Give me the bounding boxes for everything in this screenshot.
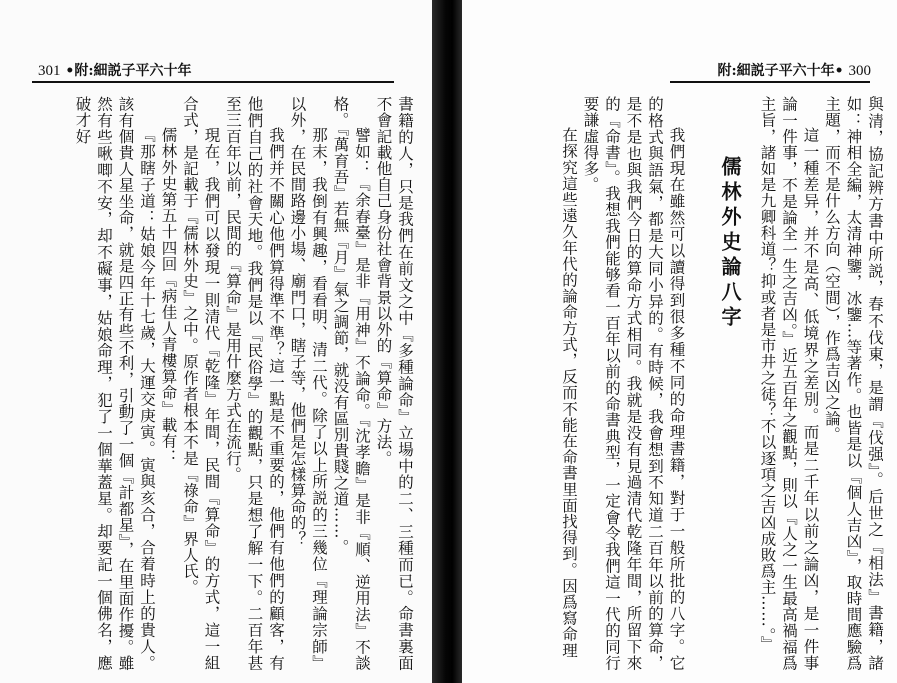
right-body-text (493, 96, 885, 671)
paragraph: 現在，我們可以發現一則清代『乾隆』年間，民間『算命』的方式，這一組合式，是記載于『儒林外史』之中。原作者根本不是『祿命』界人氏。 (181, 96, 221, 671)
left-running-title: •附:細説子平六十年 (65, 63, 192, 79)
right-header-rule (670, 81, 870, 83)
paragraph: 譬如：『余春臺』是非『用神』不論命。『沈孝瞻』是非『順、逆用法』不談格。『萬育吾』若無『月』氣之調節，就没有區別貴賤之道……。 (331, 96, 371, 671)
right-page (462, 0, 897, 683)
paragraph: 『那瞎子道：姑娘今年十七歲，大運交庚寅。寅與亥合，合着時上的貴人。該有個貴人星坐命，就是四正有些不利，引動了一個『計都星』，在里面作擾。雖然有些啾唧不安，却不礙事，姑娘命理，犯了一個華蓋星。却要記一個佛名，應破才好 (73, 96, 156, 671)
paragraph: 那末，我倒有興趣，看看明、清二代。除了以上所説的三幾位『理論宗師』以外，在民間路邊小場、廟門口，瞎子等，他們是怎樣算命的？ (288, 96, 328, 671)
book-gutter (432, 0, 466, 683)
left-page-number: 301 (38, 63, 61, 79)
right-running-title: 附:細説子平六十年• (717, 63, 844, 79)
paragraph: 我們現在雖然可以讀得到很多種不同的命理書籍，對于一般所批的八字。它的格式與語氣，都是大同小异的。有時候，我會想到不知道二百年以前的算命，是不是也與我們今日的算命方式相同。我就是没有見過清代乾隆年間，所留下來的『命書』。我想我們能够看一百年以前的命書典型，一定會令我們這一代的同行要謙虛得多。 (581, 96, 686, 671)
right-page-number: 300 (848, 63, 871, 79)
paragraph: 與清，協記辨方書中所説，春不伐東，是謂『伐强』。后世之『相法』書籍，諸如：神相全編，太清神鑒，冰鑒…等著作。也皆是以『個人吉凶』，取時間應驗爲主題，而不是什么方向（空間），作爲吉凶之論。 (823, 96, 884, 671)
right-page-header (718, 60, 872, 80)
left-body-text (13, 96, 415, 671)
left-page-header (38, 60, 192, 80)
paragraph: 在探究這些遠久年代的論命方式，反而不能在命書里面找得到。因爲寫命理 (560, 127, 578, 659)
left-page (0, 0, 437, 683)
paragraph: 書籍的人，只是我們在前文之中『多種論命』立場中的二、三種而已。命書裏面不會記載他自己身份社會背景以外的『算命』方法。 (374, 96, 414, 671)
left-header-rule (32, 81, 394, 83)
paragraph: 我們并不關心他們算得準不準？這一點是不重要的，他們有他們的顧客，有他們自己的社會天地。我們是以『民俗學』的觀點，只是想了解一下。二百年甚至三百年以前，民間的『算命』是用什麼方式在流行。 (224, 96, 285, 671)
paragraph: 這一種差异，并不是高、低境界之差別。而是二千年以前之論凶，是一件事論一件事，不是論全一生之吉凶。』近五百年之觀點，則以『人之一生最高禍福爲主旨，諸如是九卿科道？抑或者是市井之徒？不以逐項之吉凶成敗爲主……。』 (758, 96, 820, 671)
section-title: 儒林外史論八字 (718, 156, 742, 331)
paragraph: 儒林外史第五十四回『病佳人青樓算命』載有： (159, 127, 178, 466)
